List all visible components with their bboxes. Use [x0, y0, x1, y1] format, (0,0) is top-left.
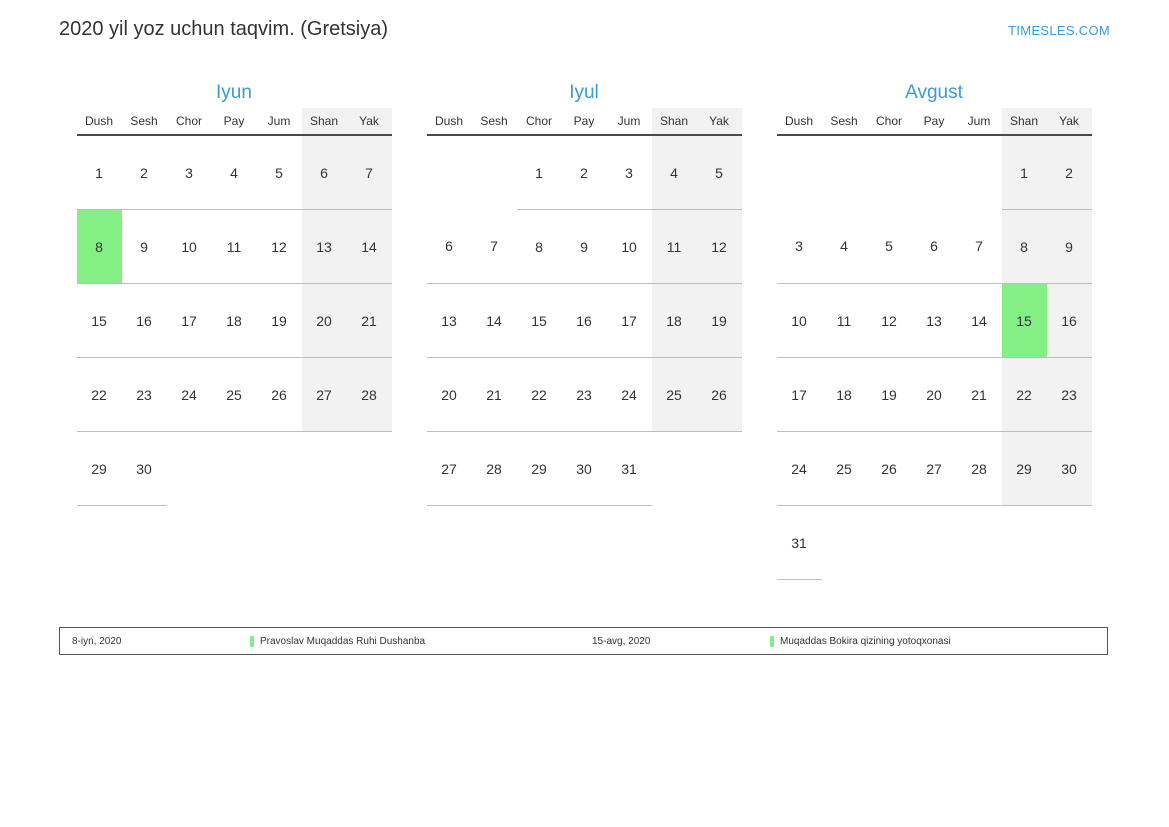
day-cell[interactable]: 8: [1002, 210, 1047, 284]
day-cell[interactable]: 6: [302, 135, 347, 210]
month-table: [777, 108, 1092, 580]
legend-date: 8-iyn, 2020: [72, 635, 122, 647]
month-name: Avgust: [905, 82, 963, 103]
weekday-header: Shan: [652, 108, 697, 135]
legend-date: 15-avg, 2020: [592, 635, 651, 647]
day-cell[interactable]: 5: [697, 135, 742, 210]
week-row: [777, 284, 1092, 358]
holiday-color-swatch: [250, 636, 254, 647]
weekday-header: Pay: [912, 108, 957, 135]
day-cell[interactable]: 17: [777, 358, 822, 432]
day-cell-empty: [777, 135, 822, 210]
day-cell[interactable]: 20: [912, 358, 957, 432]
week-row: [77, 358, 392, 432]
day-cell[interactable]: 25: [652, 358, 697, 432]
day-cell[interactable]: 28: [347, 358, 392, 432]
day-cell[interactable]: 18: [652, 284, 697, 358]
legend-entry: [250, 636, 580, 647]
day-cell[interactable]: 29: [77, 432, 122, 506]
day-cell[interactable]: 24: [167, 358, 212, 432]
day-cell[interactable]: 7: [957, 210, 1002, 284]
day-cell[interactable]: 1: [517, 135, 562, 210]
day-cell[interactable]: 16: [1047, 284, 1092, 358]
day-cell-empty: [167, 432, 212, 506]
day-cell[interactable]: 4: [822, 210, 867, 284]
day-cell-empty: [347, 432, 392, 506]
day-cell-empty: [257, 432, 302, 506]
day-cell[interactable]: 14: [472, 284, 517, 358]
day-cell[interactable]: 21: [957, 358, 1002, 432]
weekday-header: Sesh: [822, 108, 867, 135]
day-cell[interactable]: 14: [957, 284, 1002, 358]
day-cell[interactable]: 17: [167, 284, 212, 358]
month-block: [409, 78, 759, 580]
day-cell[interactable]: 2: [562, 135, 607, 210]
day-cell[interactable]: 27: [302, 358, 347, 432]
day-cell[interactable]: 19: [257, 284, 302, 358]
day-cell[interactable]: 23: [1047, 358, 1092, 432]
day-cell[interactable]: 28: [957, 432, 1002, 506]
day-cell[interactable]: 26: [867, 432, 912, 506]
day-cell[interactable]: 7: [347, 135, 392, 210]
legend-bar: [59, 627, 1108, 655]
day-cell[interactable]: 10: [777, 284, 822, 358]
day-cell[interactable]: 4: [652, 135, 697, 210]
day-cell[interactable]: 24: [607, 358, 652, 432]
day-cell[interactable]: 28: [472, 432, 517, 506]
day-cell[interactable]: 16: [562, 284, 607, 358]
day-cell[interactable]: 21: [472, 358, 517, 432]
day-cell[interactable]: 13: [427, 284, 472, 358]
day-cell[interactable]: 1: [1002, 135, 1047, 210]
month-block: [759, 78, 1109, 580]
day-cell[interactable]: 11: [652, 210, 697, 284]
weekday-header: Yak: [347, 108, 392, 135]
day-cell-empty: [212, 432, 257, 506]
day-cell[interactable]: 9: [122, 210, 167, 284]
day-cell[interactable]: 10: [167, 210, 212, 284]
page-header: [59, 18, 1110, 48]
day-cell[interactable]: 12: [257, 210, 302, 284]
day-cell[interactable]: 3: [167, 135, 212, 210]
weekday-header: Shan: [1002, 108, 1047, 135]
brand-link[interactable]: TIMESLES.COM: [1008, 23, 1110, 38]
month-table: [427, 108, 742, 506]
day-cell[interactable]: 25: [822, 432, 867, 506]
weekday-header: Yak: [1047, 108, 1092, 135]
day-cell[interactable]: 27: [912, 432, 957, 506]
months-container: [59, 78, 1110, 580]
week-row: [427, 210, 742, 284]
legend-label-text: Pravoslav Muqaddas Ruhi Dushanba: [260, 635, 426, 647]
day-cell[interactable]: 15: [77, 284, 122, 358]
day-cell[interactable]: 25: [212, 358, 257, 432]
day-cell[interactable]: 13: [912, 284, 957, 358]
month-block: [59, 78, 409, 580]
day-cell[interactable]: 22: [1002, 358, 1047, 432]
week-row: [77, 284, 392, 358]
week-row: [77, 210, 392, 284]
day-cell-empty: [822, 506, 867, 580]
day-cell-empty: [652, 432, 697, 506]
day-cell[interactable]: 30: [562, 432, 607, 506]
week-row: [427, 135, 742, 210]
week-row: [427, 358, 742, 432]
weekday-header: Jum: [257, 108, 302, 135]
day-cell-holiday[interactable]: 15: [1002, 284, 1047, 358]
legend-entry: [770, 636, 1100, 647]
day-cell[interactable]: 21: [347, 284, 392, 358]
day-cell[interactable]: 19: [867, 358, 912, 432]
day-cell[interactable]: 5: [257, 135, 302, 210]
day-cell[interactable]: 18: [212, 284, 257, 358]
day-cell[interactable]: 11: [822, 284, 867, 358]
week-row: [427, 284, 742, 358]
day-cell[interactable]: 24: [777, 432, 822, 506]
day-cell[interactable]: 2: [1047, 135, 1092, 210]
day-cell-empty: [472, 135, 517, 210]
day-cell-empty: [1047, 506, 1092, 580]
day-cell-holiday[interactable]: 8: [77, 210, 122, 284]
week-row: [77, 135, 392, 210]
weekday-header: Shan: [302, 108, 347, 135]
day-cell-empty: [912, 135, 957, 210]
day-cell[interactable]: 29: [1002, 432, 1047, 506]
weekday-header: Dush: [77, 108, 122, 135]
day-cell-empty: [957, 135, 1002, 210]
day-cell[interactable]: 22: [77, 358, 122, 432]
week-row: [777, 432, 1092, 506]
day-cell[interactable]: 12: [867, 284, 912, 358]
day-cell[interactable]: 8: [517, 210, 562, 284]
day-cell[interactable]: 6: [427, 210, 472, 284]
day-cell-empty: [302, 432, 347, 506]
day-cell[interactable]: 19: [697, 284, 742, 358]
day-cell[interactable]: 31: [777, 506, 822, 580]
day-cell-empty: [867, 506, 912, 580]
week-row: [777, 210, 1092, 284]
day-cell[interactable]: 12: [697, 210, 742, 284]
weekday-header: Jum: [957, 108, 1002, 135]
day-cell[interactable]: 29: [517, 432, 562, 506]
day-cell[interactable]: 7: [472, 210, 517, 284]
month-name: Iyul: [569, 82, 599, 103]
day-cell[interactable]: 1: [77, 135, 122, 210]
day-cell[interactable]: 2: [122, 135, 167, 210]
page-title: 2020 yil yoz uchun taqvim. (Gretsiya): [59, 18, 389, 40]
day-cell-empty: [1002, 506, 1047, 580]
day-cell[interactable]: 9: [1047, 210, 1092, 284]
day-cell[interactable]: 20: [427, 358, 472, 432]
day-cell[interactable]: 26: [257, 358, 302, 432]
weekday-header: Dush: [427, 108, 472, 135]
day-cell-empty: [957, 506, 1002, 580]
day-cell[interactable]: 3: [777, 210, 822, 284]
week-row: [777, 135, 1092, 210]
weekday-header: Yak: [697, 108, 742, 135]
day-cell[interactable]: 30: [1047, 432, 1092, 506]
day-cell[interactable]: 17: [607, 284, 652, 358]
month-name: Iyun: [216, 82, 252, 103]
day-cell[interactable]: 26: [697, 358, 742, 432]
day-cell[interactable]: 20: [302, 284, 347, 358]
day-cell[interactable]: 4: [212, 135, 257, 210]
legend-label-text: Muqaddas Bokira qizining yotoqxonasi: [780, 635, 951, 647]
day-cell[interactable]: 31: [607, 432, 652, 506]
holiday-color-swatch: [770, 636, 774, 647]
day-cell[interactable]: 11: [212, 210, 257, 284]
day-cell[interactable]: 22: [517, 358, 562, 432]
week-row: [77, 432, 392, 506]
day-cell-empty: [822, 135, 867, 210]
day-cell-empty: [867, 135, 912, 210]
weekday-header: Chor: [867, 108, 912, 135]
weekday-header: Pay: [562, 108, 607, 135]
day-cell[interactable]: 27: [427, 432, 472, 506]
weekday-header: Chor: [167, 108, 212, 135]
day-cell[interactable]: 13: [302, 210, 347, 284]
day-cell[interactable]: 15: [517, 284, 562, 358]
day-cell[interactable]: 3: [607, 135, 652, 210]
week-row: [427, 432, 742, 506]
weekday-header: Chor: [517, 108, 562, 135]
day-cell[interactable]: 9: [562, 210, 607, 284]
day-cell[interactable]: 14: [347, 210, 392, 284]
month-table: [77, 108, 392, 506]
day-cell[interactable]: 6: [912, 210, 957, 284]
week-row: [777, 506, 1092, 580]
day-cell[interactable]: 5: [867, 210, 912, 284]
day-cell-empty: [427, 135, 472, 210]
day-cell-empty: [912, 506, 957, 580]
day-cell[interactable]: 30: [122, 432, 167, 506]
week-row: [777, 358, 1092, 432]
day-cell[interactable]: 16: [122, 284, 167, 358]
weekday-header: Pay: [212, 108, 257, 135]
day-cell[interactable]: 23: [122, 358, 167, 432]
weekday-header: Dush: [777, 108, 822, 135]
weekday-header: Sesh: [472, 108, 517, 135]
weekday-header: Sesh: [122, 108, 167, 135]
day-cell[interactable]: 18: [822, 358, 867, 432]
day-cell[interactable]: 23: [562, 358, 607, 432]
day-cell[interactable]: 10: [607, 210, 652, 284]
weekday-header: Jum: [607, 108, 652, 135]
day-cell-empty: [697, 432, 742, 506]
